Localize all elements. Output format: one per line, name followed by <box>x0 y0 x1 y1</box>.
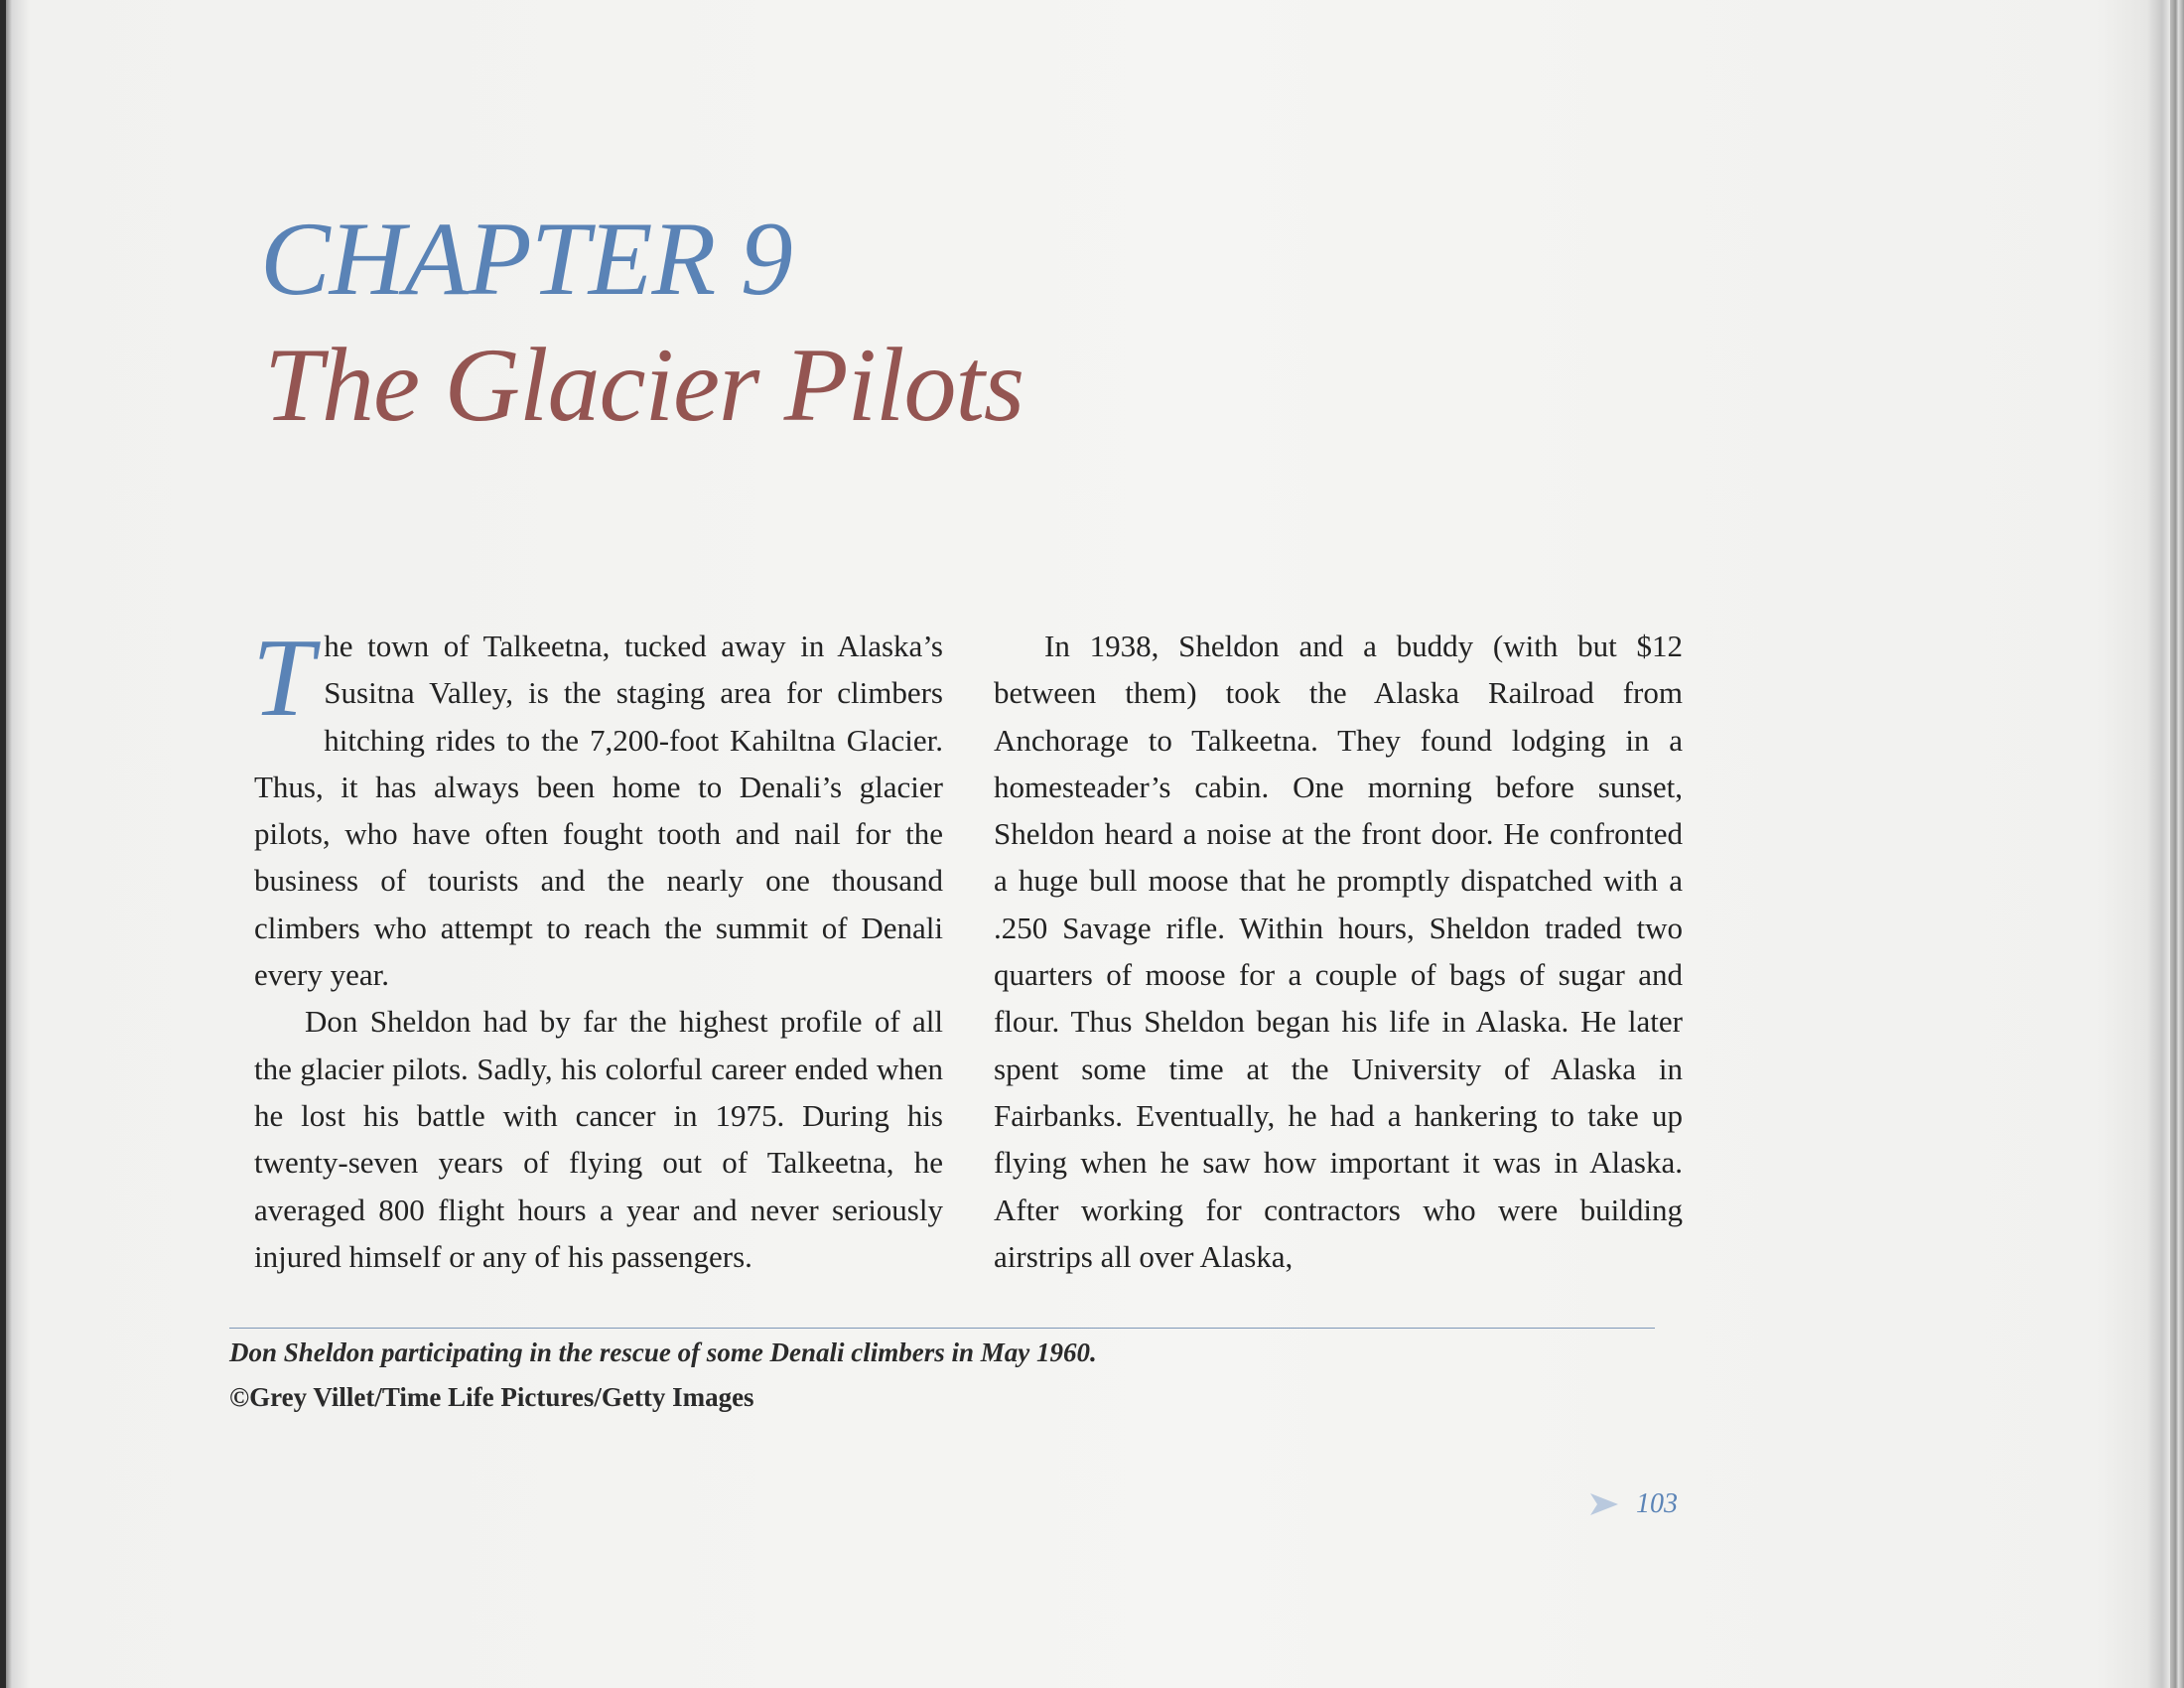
photo-caption: Don Sheldon participating in the rescue of some Denali climbers in May 1960. <box>229 1337 1097 1367</box>
caption-rule <box>229 1328 1655 1329</box>
drop-cap: T <box>252 617 315 740</box>
chapter-title: The Glacier Pilots <box>264 327 1024 443</box>
chapter-number: CHAPTER 9 <box>260 201 792 317</box>
paragraph-3: In 1938, Sheldon and a buddy (with but $12 between them) took the Alaska Railroad from Anchorage to Talkeetna. They found lodging in a homesteader’s cabin. One morning before sunset, Sheldon heard a noise at the front door. He confronted a huge bull moose that he promptly dispatched with a .250 Savage rifle. Within hours, Sheldon traded two quarters of moose for a couple of bags of sugar and flour. Thus Sheldon began his life in Alaska. He later spent some time at the University of Alaska in Fairbanks. Eventually, he had a hankering to take up flying when he saw how important it was in Alaska. After working for contractors who were building airstrips all over Alaska, <box>994 629 1683 1274</box>
book-gutter-shadow <box>0 0 6 1688</box>
photo-credit: ©Grey Villet/Time Life Pictures/Getty Images <box>229 1382 754 1412</box>
page-number: 103 <box>1636 1488 1678 1519</box>
folio <box>1590 1488 1678 1520</box>
paragraph-1 <box>252 617 943 998</box>
paragraph-1-text: he town of Talkeetna, tucked away in Alaska’s Susitna Valley, is the staging area for climbers hitching rides to the 7,200-foot Kahiltna Glacier. Thus, it has always been home to Denali’s glacier pilots, who have often fought tooth and nail for the business of tourists and the nearly one thousand climbers who attempt to reach the summit of Denali every year. <box>254 629 943 993</box>
paragraph-2: Don Sheldon had by far the highest profile of all the glacier pilots. Sadly, his colorful career ended when he lost his battle with cancer in 1975. During his twenty-seven years of flying out of Talkeetna, he averaged 800 flight hours a year and never seriously injured himself or any of his passengers. <box>254 1004 943 1274</box>
arrow-icon <box>1590 1493 1618 1515</box>
body-column-left <box>252 617 943 1280</box>
page-edge <box>2170 0 2184 1688</box>
body-column-right <box>994 623 1683 1280</box>
